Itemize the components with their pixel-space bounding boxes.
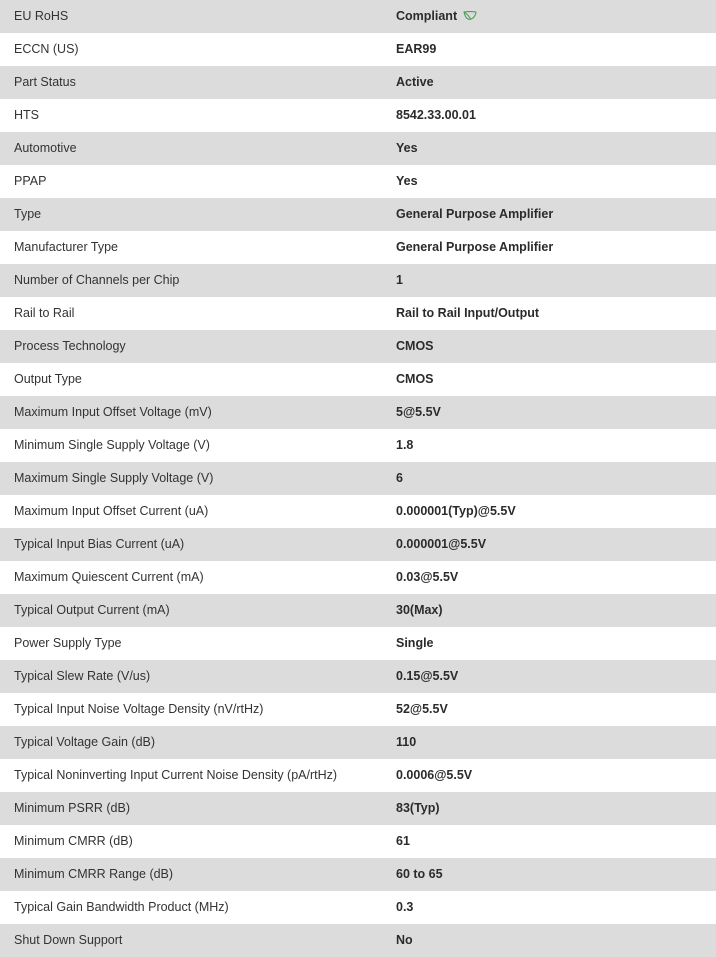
spec-label: EU RoHS xyxy=(0,0,382,33)
table-row xyxy=(0,825,716,858)
spec-label: Part Status xyxy=(0,66,382,99)
spec-label: Typical Gain Bandwidth Product (MHz) xyxy=(0,891,382,924)
spec-value-text: Active xyxy=(396,75,434,89)
table-row xyxy=(0,66,716,99)
spec-value-text: 60 to 65 xyxy=(396,867,443,881)
spec-value-text: General Purpose Amplifier xyxy=(396,207,554,221)
spec-label: Type xyxy=(0,198,382,231)
spec-label: Rail to Rail xyxy=(0,297,382,330)
table-row xyxy=(0,429,716,462)
spec-value xyxy=(382,66,716,99)
spec-value-text: 61 xyxy=(396,834,410,848)
table-row xyxy=(0,561,716,594)
spec-label: Power Supply Type xyxy=(0,627,382,660)
spec-value xyxy=(382,99,716,132)
spec-value xyxy=(382,825,716,858)
spec-value xyxy=(382,726,716,759)
spec-label: Process Technology xyxy=(0,330,382,363)
table-row xyxy=(0,693,716,726)
table-row xyxy=(0,462,716,495)
spec-value-text: 0.000001(Typ)@5.5V xyxy=(396,504,516,518)
spec-value xyxy=(382,660,716,693)
spec-value-text: 0.15@5.5V xyxy=(396,669,459,683)
spec-label: Maximum Input Offset Voltage (mV) xyxy=(0,396,382,429)
table-row xyxy=(0,396,716,429)
spec-label: HTS xyxy=(0,99,382,132)
spec-value-text: 6 xyxy=(396,471,403,485)
table-row xyxy=(0,495,716,528)
spec-value-text: No xyxy=(396,933,413,947)
spec-value-text: 1.8 xyxy=(396,438,414,452)
spec-value xyxy=(382,231,716,264)
spec-value xyxy=(382,33,716,66)
spec-label: Output Type xyxy=(0,363,382,396)
spec-value xyxy=(382,759,716,792)
spec-value-text: 8542.33.00.01 xyxy=(396,108,476,122)
spec-label: Typical Slew Rate (V/us) xyxy=(0,660,382,693)
spec-label: Typical Noninverting Input Current Noise Density (pA/rtHz) xyxy=(0,759,382,792)
spec-value xyxy=(382,330,716,363)
table-row xyxy=(0,99,716,132)
spec-value xyxy=(382,165,716,198)
spec-value xyxy=(382,891,716,924)
spec-value xyxy=(382,528,716,561)
table-row xyxy=(0,33,716,66)
spec-value-text: 0.0006@5.5V xyxy=(396,768,473,782)
spec-label: Automotive xyxy=(0,132,382,165)
spec-value-text: CMOS xyxy=(396,339,434,353)
spec-value xyxy=(382,363,716,396)
table-row xyxy=(0,198,716,231)
spec-label: Maximum Input Offset Current (uA) xyxy=(0,495,382,528)
table-row xyxy=(0,660,716,693)
spec-value xyxy=(382,264,716,297)
spec-value xyxy=(382,594,716,627)
table-row xyxy=(0,759,716,792)
spec-label: Minimum CMRR Range (dB) xyxy=(0,858,382,891)
table-row xyxy=(0,528,716,561)
spec-label: Typical Output Current (mA) xyxy=(0,594,382,627)
table-row xyxy=(0,330,716,363)
spec-value xyxy=(382,693,716,726)
spec-label: Minimum CMRR (dB) xyxy=(0,825,382,858)
table-row xyxy=(0,726,716,759)
table-row xyxy=(0,132,716,165)
spec-label: Number of Channels per Chip xyxy=(0,264,382,297)
spec-label: ECCN (US) xyxy=(0,33,382,66)
spec-value xyxy=(382,462,716,495)
spec-value xyxy=(382,924,716,957)
spec-value-text: 0.03@5.5V xyxy=(396,570,459,584)
spec-value-text: 110 xyxy=(396,735,417,749)
spec-value-text: Single xyxy=(396,636,434,650)
spec-value xyxy=(382,297,716,330)
spec-value xyxy=(382,792,716,825)
spec-value-text: General Purpose Amplifier xyxy=(396,240,554,254)
spec-value-text: Yes xyxy=(396,174,418,188)
spec-value xyxy=(382,0,716,33)
spec-value-text: 0.3 xyxy=(396,900,414,914)
spec-value-text: EAR99 xyxy=(396,42,437,56)
spec-label: Typical Voltage Gain (dB) xyxy=(0,726,382,759)
spec-label: Minimum PSRR (dB) xyxy=(0,792,382,825)
spec-label: Typical Input Noise Voltage Density (nV/rtHz) xyxy=(0,693,382,726)
table-row xyxy=(0,858,716,891)
spec-value-text: 1 xyxy=(396,273,403,287)
table-row xyxy=(0,165,716,198)
spec-value-text: CMOS xyxy=(396,372,434,386)
spec-label: Maximum Quiescent Current (mA) xyxy=(0,561,382,594)
table-row xyxy=(0,792,716,825)
spec-label: PPAP xyxy=(0,165,382,198)
spec-label: Manufacturer Type xyxy=(0,231,382,264)
table-row xyxy=(0,627,716,660)
spec-value xyxy=(382,429,716,462)
spec-value xyxy=(382,561,716,594)
spec-value xyxy=(382,627,716,660)
spec-label: Maximum Single Supply Voltage (V) xyxy=(0,462,382,495)
spec-value-text: 5@5.5V xyxy=(396,405,441,419)
spec-value-text: 30(Max) xyxy=(396,603,443,617)
table-row xyxy=(0,891,716,924)
table-row xyxy=(0,594,716,627)
spec-value-text: 0.000001@5.5V xyxy=(396,537,487,551)
table-row xyxy=(0,231,716,264)
leaf-icon xyxy=(463,10,477,22)
spec-value-text: 52@5.5V xyxy=(396,702,448,716)
spec-value xyxy=(382,198,716,231)
table-row xyxy=(0,363,716,396)
spec-value-text: Compliant xyxy=(396,9,458,23)
spec-value-text: Rail to Rail Input/Output xyxy=(396,306,540,320)
spec-value xyxy=(382,858,716,891)
spec-value xyxy=(382,396,716,429)
spec-value-text: Yes xyxy=(396,141,418,155)
table-row xyxy=(0,924,716,957)
spec-label: Minimum Single Supply Voltage (V) xyxy=(0,429,382,462)
table-row xyxy=(0,0,716,33)
table-row xyxy=(0,297,716,330)
table-row xyxy=(0,264,716,297)
spec-label: Shut Down Support xyxy=(0,924,382,957)
spec-value xyxy=(382,495,716,528)
spec-label: Typical Input Bias Current (uA) xyxy=(0,528,382,561)
spec-value-text: 83(Typ) xyxy=(396,801,440,815)
spec-value xyxy=(382,132,716,165)
